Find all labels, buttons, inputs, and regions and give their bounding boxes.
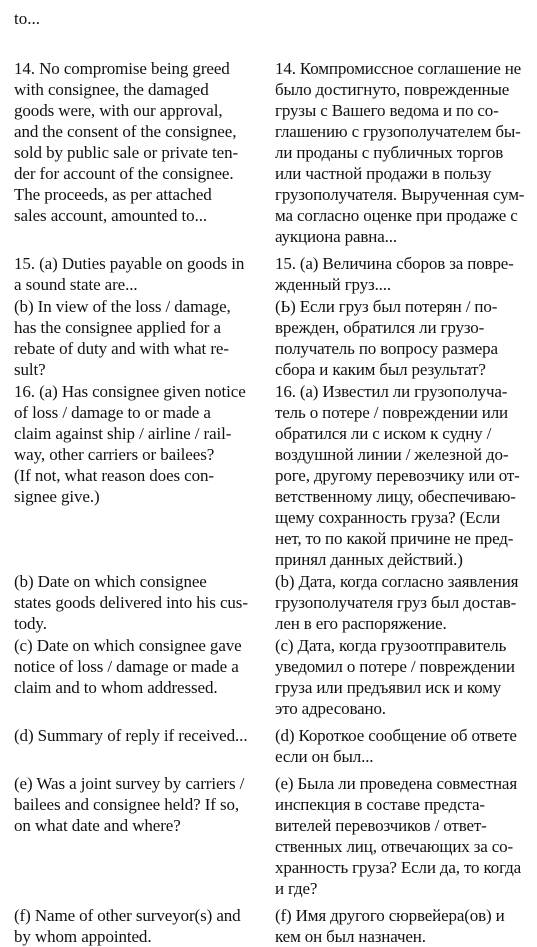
item-15a-english: 15. (a) Duties payable on goods in a sound state are... xyxy=(14,254,245,294)
item-16a-russian: 16. (a) Известил ли грузополуча- тель о потере / повреждении или обратился ли с иском к судну / воздушной линии / железной до- роге, другому перевозчику или от- ветственному лицу, обеспечиваю- щему сохранность груза? (Если нет, то по какой причине не пред- принял данных действий.) xyxy=(275,382,520,569)
intro-fragment: to... xyxy=(14,9,40,28)
item-16d-russian: (d) Короткое сообщение об ответе если он был... xyxy=(275,726,517,766)
item-15b-russian: (Ь) Если груз был потерян / по- врежден, обратился ли грузо- получатель по вопросу размера сбора и каким был результат? xyxy=(275,297,498,379)
item-16e-russian: (e) Была ли проведена совместная инспекция в составе предста- вителей перевозчиков / ответ- ственных лиц, отвечающих за со- хранность груза? Если да, то когда и где? xyxy=(275,774,521,898)
document-page xyxy=(14,8,530,947)
item-16d-english: (d) Summary of reply if received... xyxy=(14,726,248,745)
item-14-russian: 14. Компромиссное соглашение не было достигнуто, поврежденные грузы с Вашего ведома и по со- глашению с грузополучателем бы- ли проданы с публичных торгов или частной продажи в пользу грузополучателя. Вырученная сум- ма согласно оценке при продаже с аукциона равна... xyxy=(275,59,525,246)
item-14-english: 14. No compromise being greed with consignee, the damaged goods were, with our approval, and the consent of the consignee, sold by public sale or private ten- der for account of the consignee. The proceeds, as per attached sales account, amounted to... xyxy=(14,59,239,225)
item-15b-english: (b) In view of the loss / damage, has the consignee applied for a rebate of duty and with what re- sult? xyxy=(14,297,231,379)
item-16c-russian: (c) Дата, когда грузоотправитель уведомил о потере / повреждении груза или предъявил иск и кому это адресовано. xyxy=(275,636,515,718)
item-15b xyxy=(14,296,530,380)
item-16f xyxy=(14,905,530,947)
item-16d xyxy=(14,725,530,767)
item-16e-english: (e) Was a joint survey by carriers / bailees and consignee held? If so, on what date and where? xyxy=(14,774,245,835)
item-16a-english: 16. (a) Has consignee given notice of loss / damage to or made a claim against ship / airline / rail- way, other carriers or bailees? (If not, what reason does con- signee give.) xyxy=(14,382,246,506)
item-16c-english: (c) Date on which consignee gave notice of loss / damage or made a claim and to whom addressed. xyxy=(14,636,242,697)
item-15a xyxy=(14,253,530,295)
item-16b xyxy=(14,571,530,634)
item-16f-russian: (f) Имя другого сюрвейера(ов) и кем он был назначен. xyxy=(275,906,505,946)
item-16c xyxy=(14,635,530,719)
item-16b-russian: (b) Дата, когда согласно заявления грузополучателя груз был достав- лен в его распоряжение. xyxy=(275,572,519,633)
item-14 xyxy=(14,58,530,247)
item-16e xyxy=(14,773,530,899)
item-16f-english: (f) Name of other surveyor(s) and by whom appointed. xyxy=(14,906,241,946)
item-16a xyxy=(14,381,530,570)
item-16b-english: (b) Date on which consignee states goods delivered into his cus- tody. xyxy=(14,572,248,633)
item-15a-russian: 15. (a) Величина сборов за повре- жденный груз.... xyxy=(275,254,514,294)
